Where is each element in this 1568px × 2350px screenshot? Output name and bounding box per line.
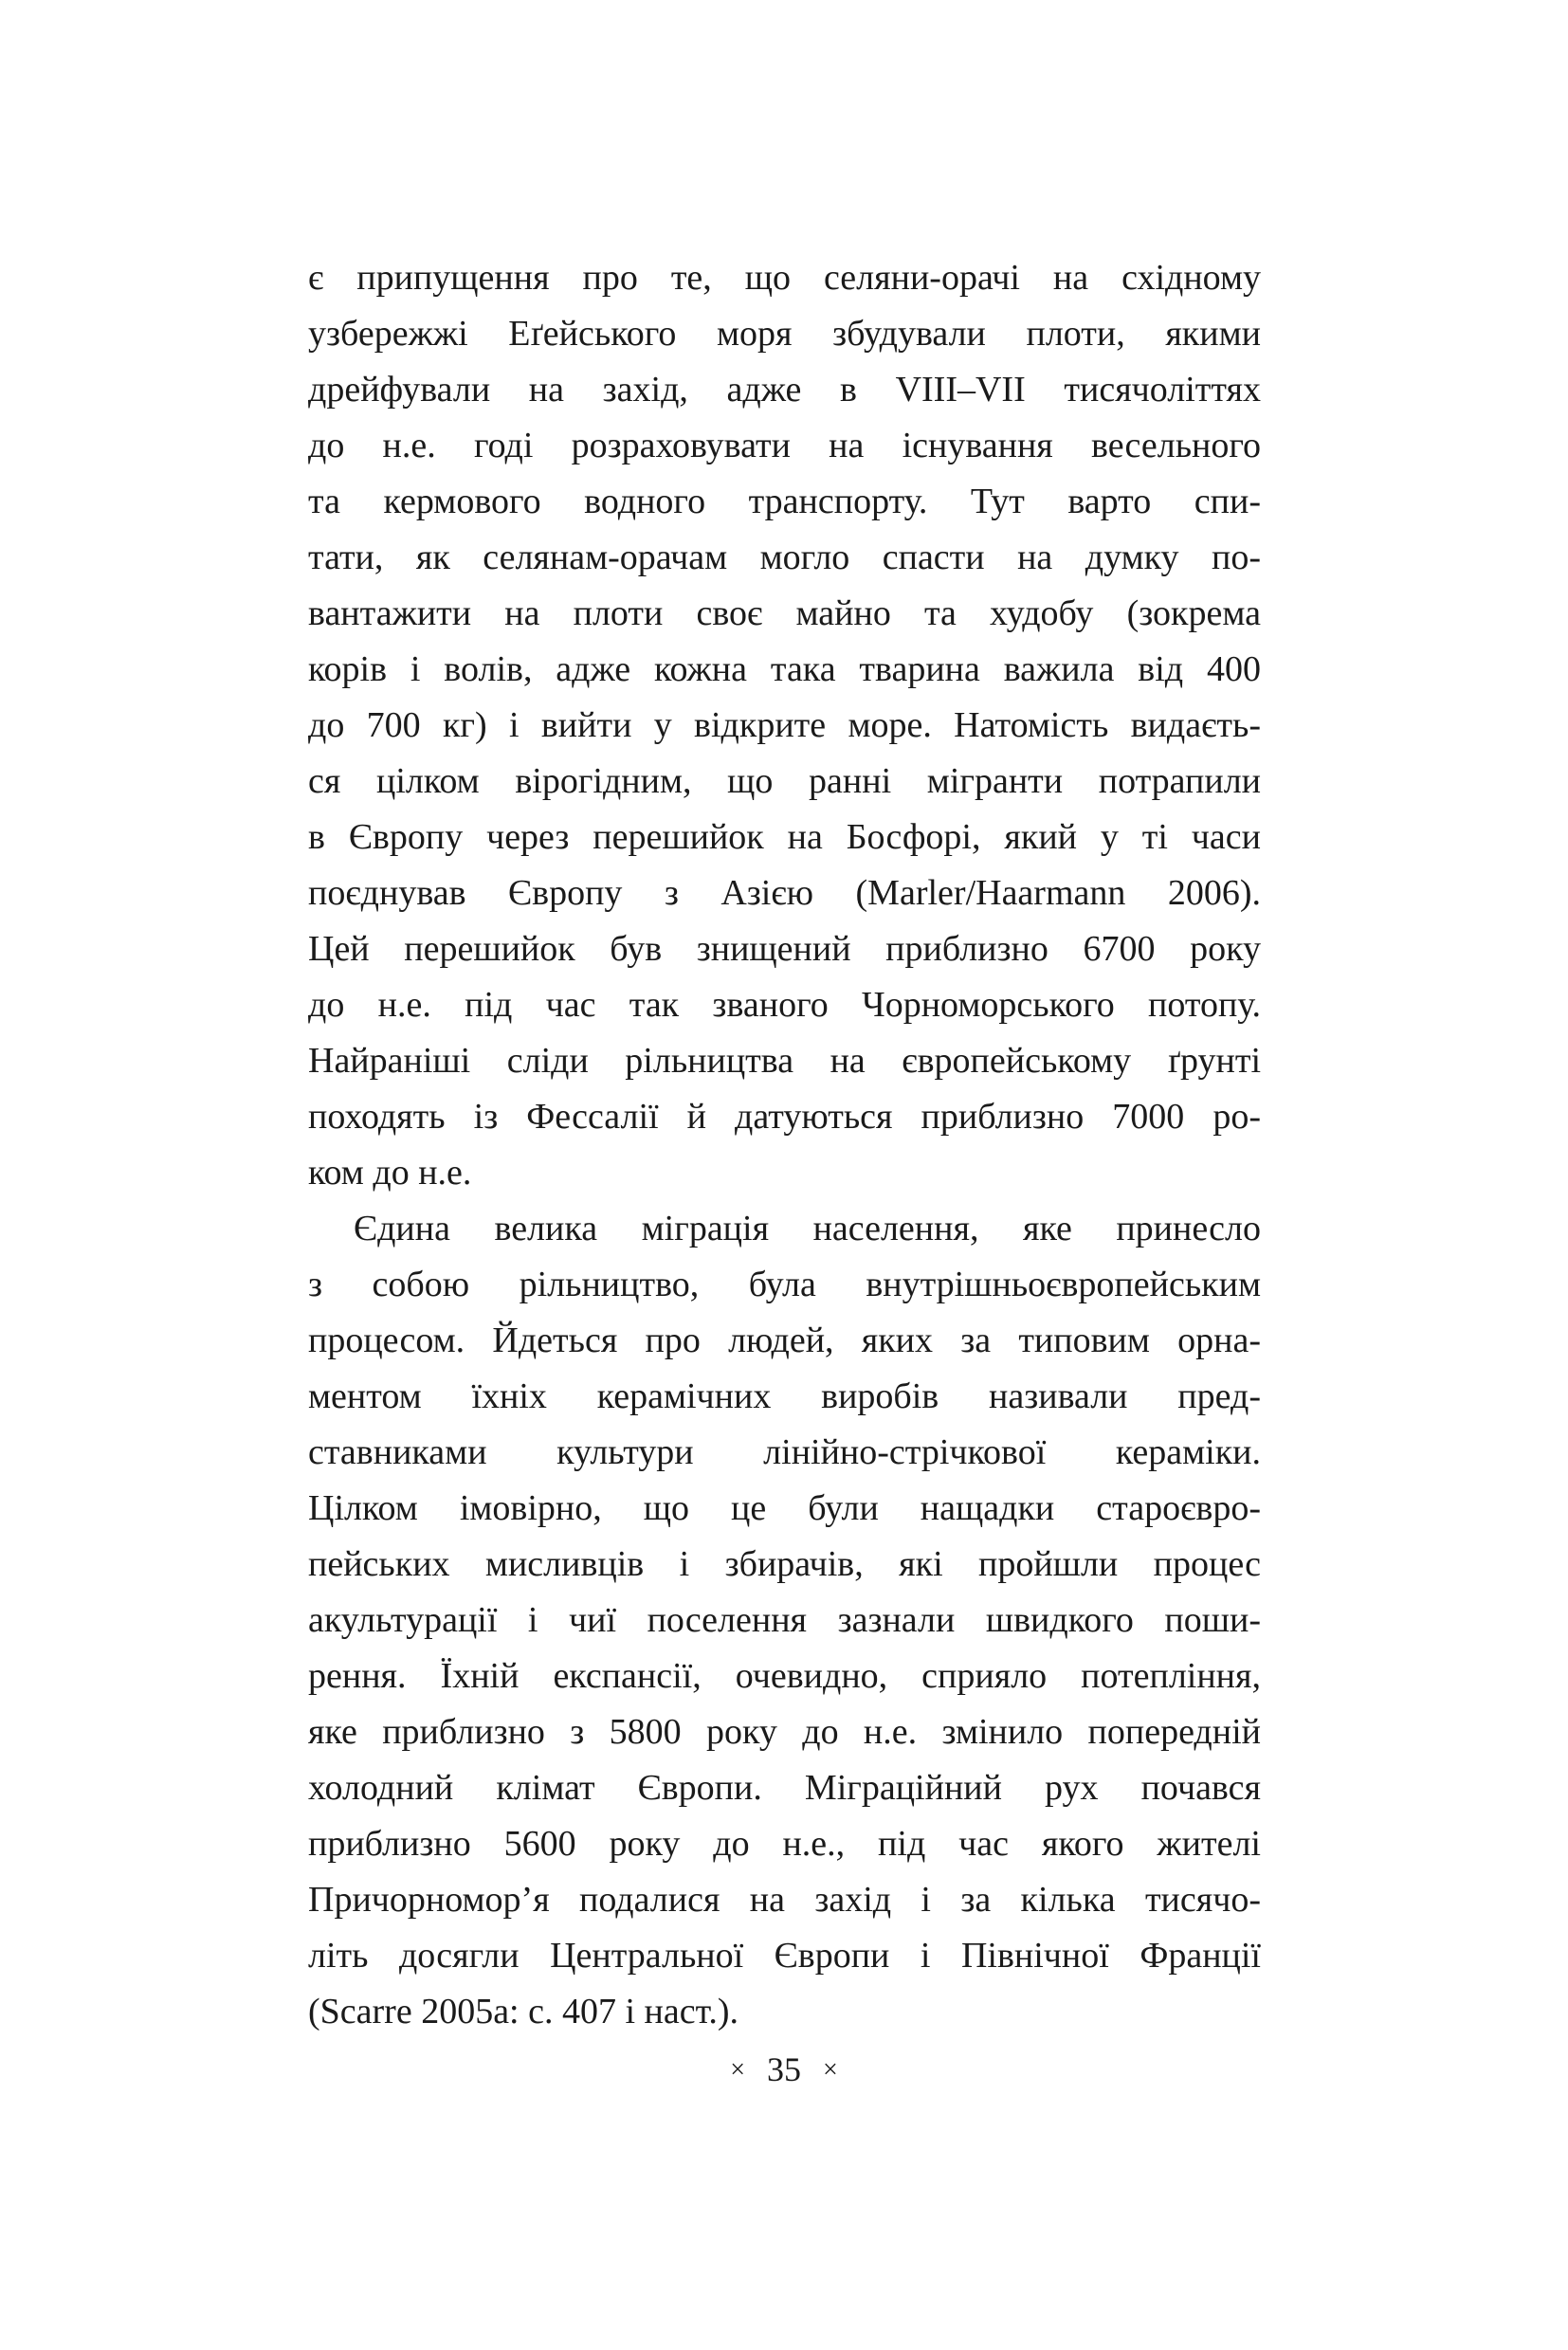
text-line: до н.е. під час так званого Чорноморського потопу. — [308, 985, 1261, 1025]
text-line-last: ком до н.е. — [308, 1153, 472, 1193]
text-line: ся цілком вірогідним, що ранні мігранти потрапили — [308, 761, 1261, 801]
text-line: пейських мисливців і збирачів, які пройшли процес — [308, 1544, 1261, 1584]
text-line: узбережжі Еґейського моря збудували плоти, якими — [308, 314, 1261, 354]
body-text — [308, 250, 1261, 2040]
text-line: холодний клімат Європи. Міграційний рух почався — [308, 1768, 1261, 1808]
paragraph-1 — [308, 250, 1261, 1201]
text-line: ставниками культури лінійно-стрічкової кераміки. — [308, 1432, 1261, 1472]
text-line: Найраніші сліди рільництва на європейському ґрунті — [308, 1041, 1261, 1081]
page-number: 35 — [767, 2050, 801, 2088]
text-line: походять із Фессалії й датуються приблизно 7000 ро- — [308, 1097, 1261, 1137]
folio-ornament-right: × — [823, 2055, 838, 2085]
text-line: з собою рільництво, була внутрішньоєвропейським — [308, 1265, 1261, 1304]
text-line-first: Єдина велика міграція населення, яке принесло — [354, 1209, 1261, 1248]
text-line: Причорномор’я подалися на захід і за кілька тисячо- — [308, 1880, 1261, 1920]
folio-ornament-left: × — [730, 2055, 745, 2085]
text-line: Цілком імовірно, що це були нащадки староєвро- — [308, 1488, 1261, 1528]
text-line: приблизно 5600 року до н.е., під час якого жителі — [308, 1824, 1261, 1864]
text-line: є припущення про те, що селяни-орачі на східному — [308, 258, 1261, 298]
text-line: акультурації і чиї поселення зазнали швидкого поши- — [308, 1600, 1261, 1640]
text-line: рення. Їхній експансії, очевидно, сприяло потепління, — [308, 1656, 1261, 1696]
text-line: яке приблизно з 5800 року до н.е. змінило попередній — [308, 1712, 1261, 1752]
paragraph-2 — [308, 1201, 1261, 2040]
text-line: тати, як селянам-орачам могло спасти на думку по- — [308, 537, 1261, 577]
text-line: процесом. Йдеться про людей, яких за типовим орна- — [308, 1321, 1261, 1360]
text-line: вантажити на плоти своє майно та худобу (зокрема — [308, 593, 1261, 633]
text-line: та кермового водного транспорту. Тут варто спи- — [308, 482, 1261, 521]
text-line: Цей перешийок був знищений приблизно 6700 року — [308, 929, 1261, 969]
text-line: в Європу через перешийок на Босфорі, який у ті часи — [308, 817, 1261, 857]
text-line: літь досягли Центральної Європи і Північної Франції — [308, 1936, 1261, 1976]
page-number-footer — [0, 2049, 1568, 2089]
text-line: дрейфували на захід, адже в VIII–VII тисячоліттях — [308, 370, 1261, 410]
text-line: корів і волів, адже кожна така тварина важила від 400 — [308, 649, 1261, 689]
text-line-last: (Scarre 2005a: с. 407 і наст.). — [308, 1992, 739, 2031]
text-line: ментом їхніх керамічних виробів називали пред- — [308, 1376, 1261, 1416]
text-line: до 700 кг) і вийти у відкрите море. Натомість видаєть- — [308, 705, 1261, 745]
text-line: до н.е. годі розраховувати на існування весельного — [308, 426, 1261, 465]
text-line: поєднував Європу з Азією (Marler/Haarmann 2006). — [308, 873, 1261, 913]
